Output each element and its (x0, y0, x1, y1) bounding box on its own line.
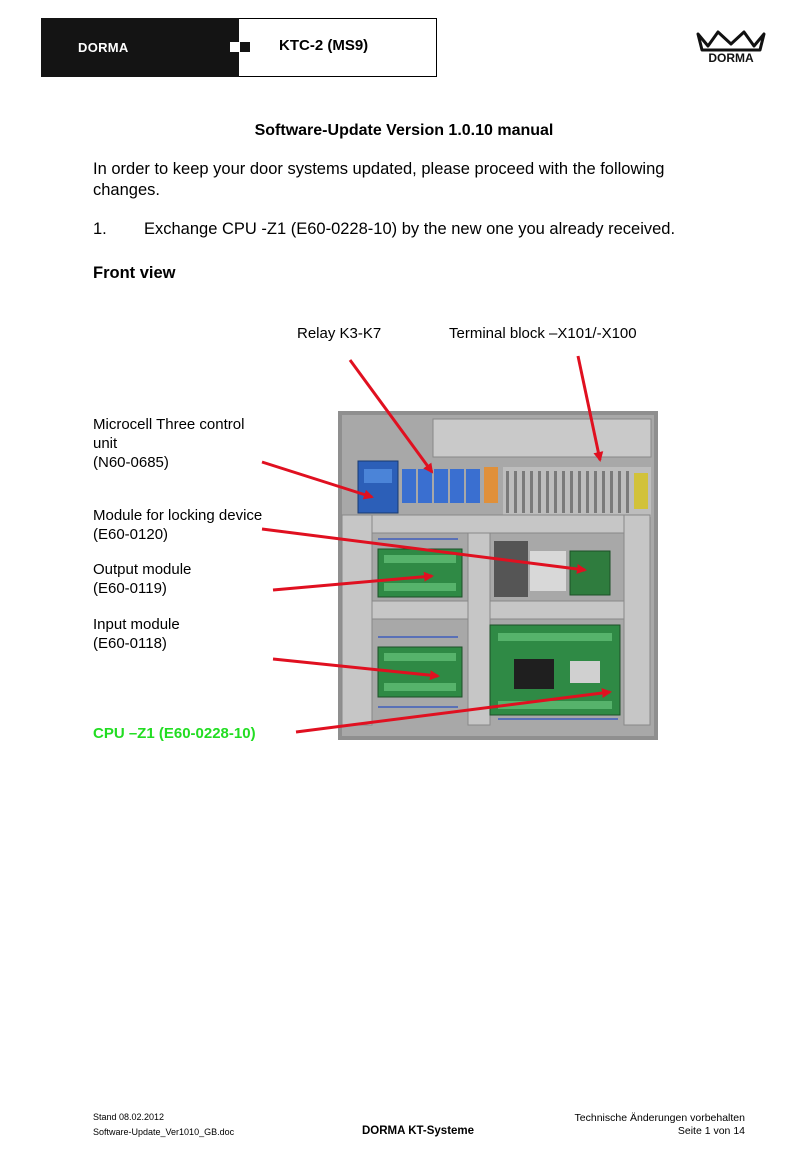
label-relay: Relay K3-K7 (297, 325, 382, 342)
label-output-line2: (E60-0119) (93, 580, 167, 597)
label-output-line1: Output module (93, 561, 192, 578)
label-locking-line1: Module for locking device (93, 507, 263, 524)
microcell-module (358, 461, 398, 513)
label-cpu: CPU –Z1 (E60-0228-10) (93, 725, 256, 742)
label-microcell (93, 415, 244, 472)
label-microcell-line2: unit (93, 435, 118, 452)
header-square-black (240, 42, 250, 52)
terminal-block (503, 467, 651, 517)
label-input-line1: Input module (93, 616, 180, 633)
label-locking-module (93, 506, 262, 544)
dorma-logo (696, 28, 766, 64)
footer-page-number: Seite 1 von 14 (677, 1125, 745, 1137)
step-text: Exchange CPU -Z1 (E60-0228-10) by the new one you already received. (144, 220, 676, 238)
intro-paragraph: In order to keep your door systems updated, please proceed with the following changes. (93, 160, 665, 199)
section-heading: Front view (93, 264, 176, 282)
header-brand: DORMA (78, 40, 129, 55)
label-output-module (93, 560, 191, 598)
step-number: 1. (93, 220, 107, 238)
header-model-block (239, 18, 437, 77)
header-brand-block (41, 18, 239, 77)
logo-text: DORMA (708, 51, 754, 64)
control-cabinet-photo (338, 411, 658, 740)
locking-module-board (570, 551, 610, 595)
footer-stand: Stand 08.02.2012 (93, 1112, 165, 1122)
footer-filename: Software-Update_Ver1010_GB.doc (93, 1127, 235, 1137)
document-title: Software-Update Version 1.0.10 manual (254, 122, 554, 139)
label-locking-line2: (E60-0120) (93, 526, 169, 543)
label-microcell-line1: Microcell Three control (93, 416, 245, 433)
label-input-module (93, 615, 180, 653)
label-input-line2: (E60-0118) (93, 635, 167, 652)
label-microcell-line3: (N60-0685) (93, 454, 169, 471)
footer-notice: Technische Änderungen vorbehalten (574, 1112, 745, 1124)
header-square-white (230, 42, 240, 52)
footer-company: DORMA KT-Systeme (362, 1125, 475, 1137)
label-terminal-block: Terminal block –X101/-X100 (449, 325, 637, 342)
header-model: KTC-2 (MS9) (279, 37, 369, 54)
